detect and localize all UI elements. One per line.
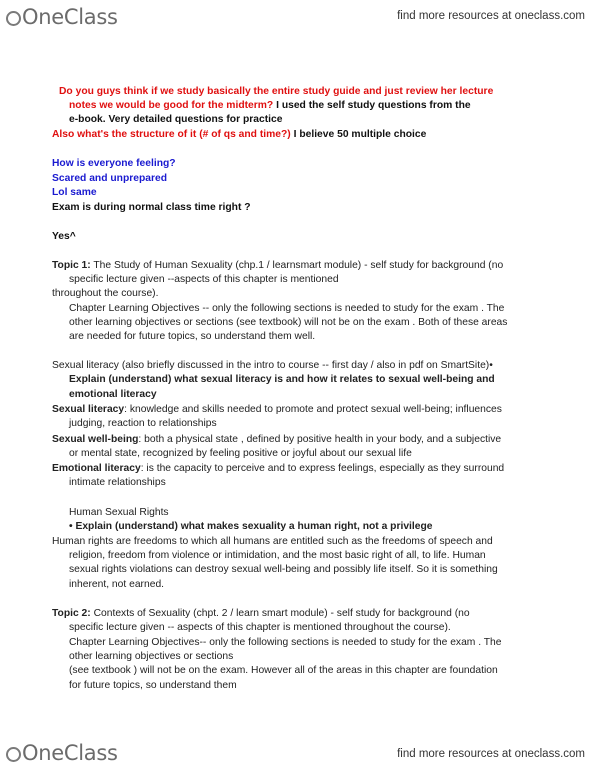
term-label: Sexual literacy bbox=[52, 404, 125, 415]
footer-tagline-link[interactable]: find more resources at oneclass.com bbox=[397, 748, 585, 760]
topic-label: Topic 2: bbox=[52, 608, 91, 619]
definition-text: : both a physical state , defined by positive health in your body, and a subjective bbox=[138, 434, 502, 445]
body-line: or mental state, recognized by feeling positive or joyful about our sexual life bbox=[69, 448, 412, 459]
body-line: (see textbook ) will not be on the exam. However all of the areas in this chapter are foundation bbox=[69, 665, 498, 676]
comment-line: Exam is during normal class time right ? bbox=[52, 202, 251, 213]
term-label: Sexual well-being bbox=[52, 434, 139, 445]
definition-text: : is the capacity to perceive and to express feelings, especially as they surround bbox=[140, 463, 505, 474]
answer-line: e-book. Very detailed questions for practice bbox=[69, 114, 283, 125]
body-line: other learning objectives or sections (see textbook) will not be on the exam . Both of these areas bbox=[69, 317, 508, 328]
header-tagline-link[interactable]: find more resources at oneclass.com bbox=[397, 10, 585, 22]
body-line: intimate relationships bbox=[69, 477, 166, 488]
question-line bbox=[69, 100, 471, 112]
body-line: judging, reaction to relationships bbox=[69, 418, 217, 429]
body-line: religion, freedom from violence or intimidation, and the most basic right of all, to life. Human bbox=[69, 550, 486, 561]
question-text: notes we would be good for the midterm? bbox=[69, 100, 274, 111]
body-line: throughout the course). bbox=[52, 288, 159, 299]
question-text: Also what's the structure of it (# of qs and time?) bbox=[52, 129, 291, 140]
answer-text: I used the self study questions from the bbox=[273, 100, 471, 111]
body-line: Sexual literacy (also briefly discussed in the intro to course -- first day / also in pdf on SmartSite)• bbox=[52, 360, 493, 371]
body-line: are needed for future topics, so understand them well. bbox=[69, 331, 316, 342]
definition-text: : knowledge and skills needed to promote and protect sexual well-being; influences bbox=[124, 404, 502, 415]
definition-line bbox=[52, 463, 504, 475]
topic-2-heading bbox=[52, 608, 470, 620]
oneclass-logo[interactable] bbox=[6, 741, 118, 765]
comment-line: How is everyone feeling? bbox=[52, 158, 176, 169]
page-footer bbox=[0, 736, 595, 770]
logo-text: OneClass bbox=[22, 5, 118, 29]
objective-line: emotional literacy bbox=[69, 389, 157, 400]
logo-circle-icon bbox=[6, 747, 21, 762]
body-line: specific lecture given -- aspects of this chapter is mentioned throughout the course). bbox=[69, 622, 451, 633]
body-line: sexual rights violations can destroy sexual well-being and possibly life itself. So it is something bbox=[69, 564, 498, 575]
question-line bbox=[52, 129, 426, 141]
body-line: other learning objectives or sections bbox=[69, 651, 234, 662]
topic-text: The Study of Human Sexuality (chp.1 / learnsmart module) - self study for background (no bbox=[90, 260, 504, 271]
body-line: Chapter Learning Objectives-- only the following sections is needed to study for the exam . The bbox=[69, 637, 502, 648]
body-line: Human rights are freedoms to which all humans are entitled such as the freedoms of speech and bbox=[52, 536, 493, 547]
body-line: inherent, not earned. bbox=[69, 579, 165, 590]
objective-line: Explain (understand) what sexual literacy is and how it relates to sexual well-being and bbox=[69, 374, 495, 385]
answer-text: I believe 50 multiple choice bbox=[290, 129, 427, 140]
definition-line bbox=[52, 404, 502, 416]
body-line: specific lecture given --aspects of this chapter is mentioned bbox=[69, 274, 339, 285]
question-line: Do you guys think if we study basically the entire study guide and just review her lecture bbox=[59, 86, 494, 97]
comment-line: Yes^ bbox=[52, 231, 76, 242]
section-heading: Human Sexual Rights bbox=[69, 507, 169, 518]
topic-text: Contexts of Sexuality (chpt. 2 / learn smart module) - self study for background (no bbox=[90, 608, 470, 619]
body-line: for future topics, so understand them bbox=[69, 680, 237, 691]
topic-1-heading bbox=[52, 260, 503, 272]
comment-line: Lol same bbox=[52, 187, 97, 198]
topic-label: Topic 1: bbox=[52, 260, 91, 271]
logo-text: OneClass bbox=[22, 741, 118, 765]
body-line: Chapter Learning Objectives -- only the following sections is needed to study for the exam . The bbox=[69, 303, 505, 314]
comment-line: Scared and unprepared bbox=[52, 173, 168, 184]
definition-line bbox=[52, 434, 501, 446]
objective-line: • Explain (understand) what makes sexuality a human right, not a privilege bbox=[69, 521, 433, 532]
term-label: Emotional literacy bbox=[52, 463, 141, 474]
